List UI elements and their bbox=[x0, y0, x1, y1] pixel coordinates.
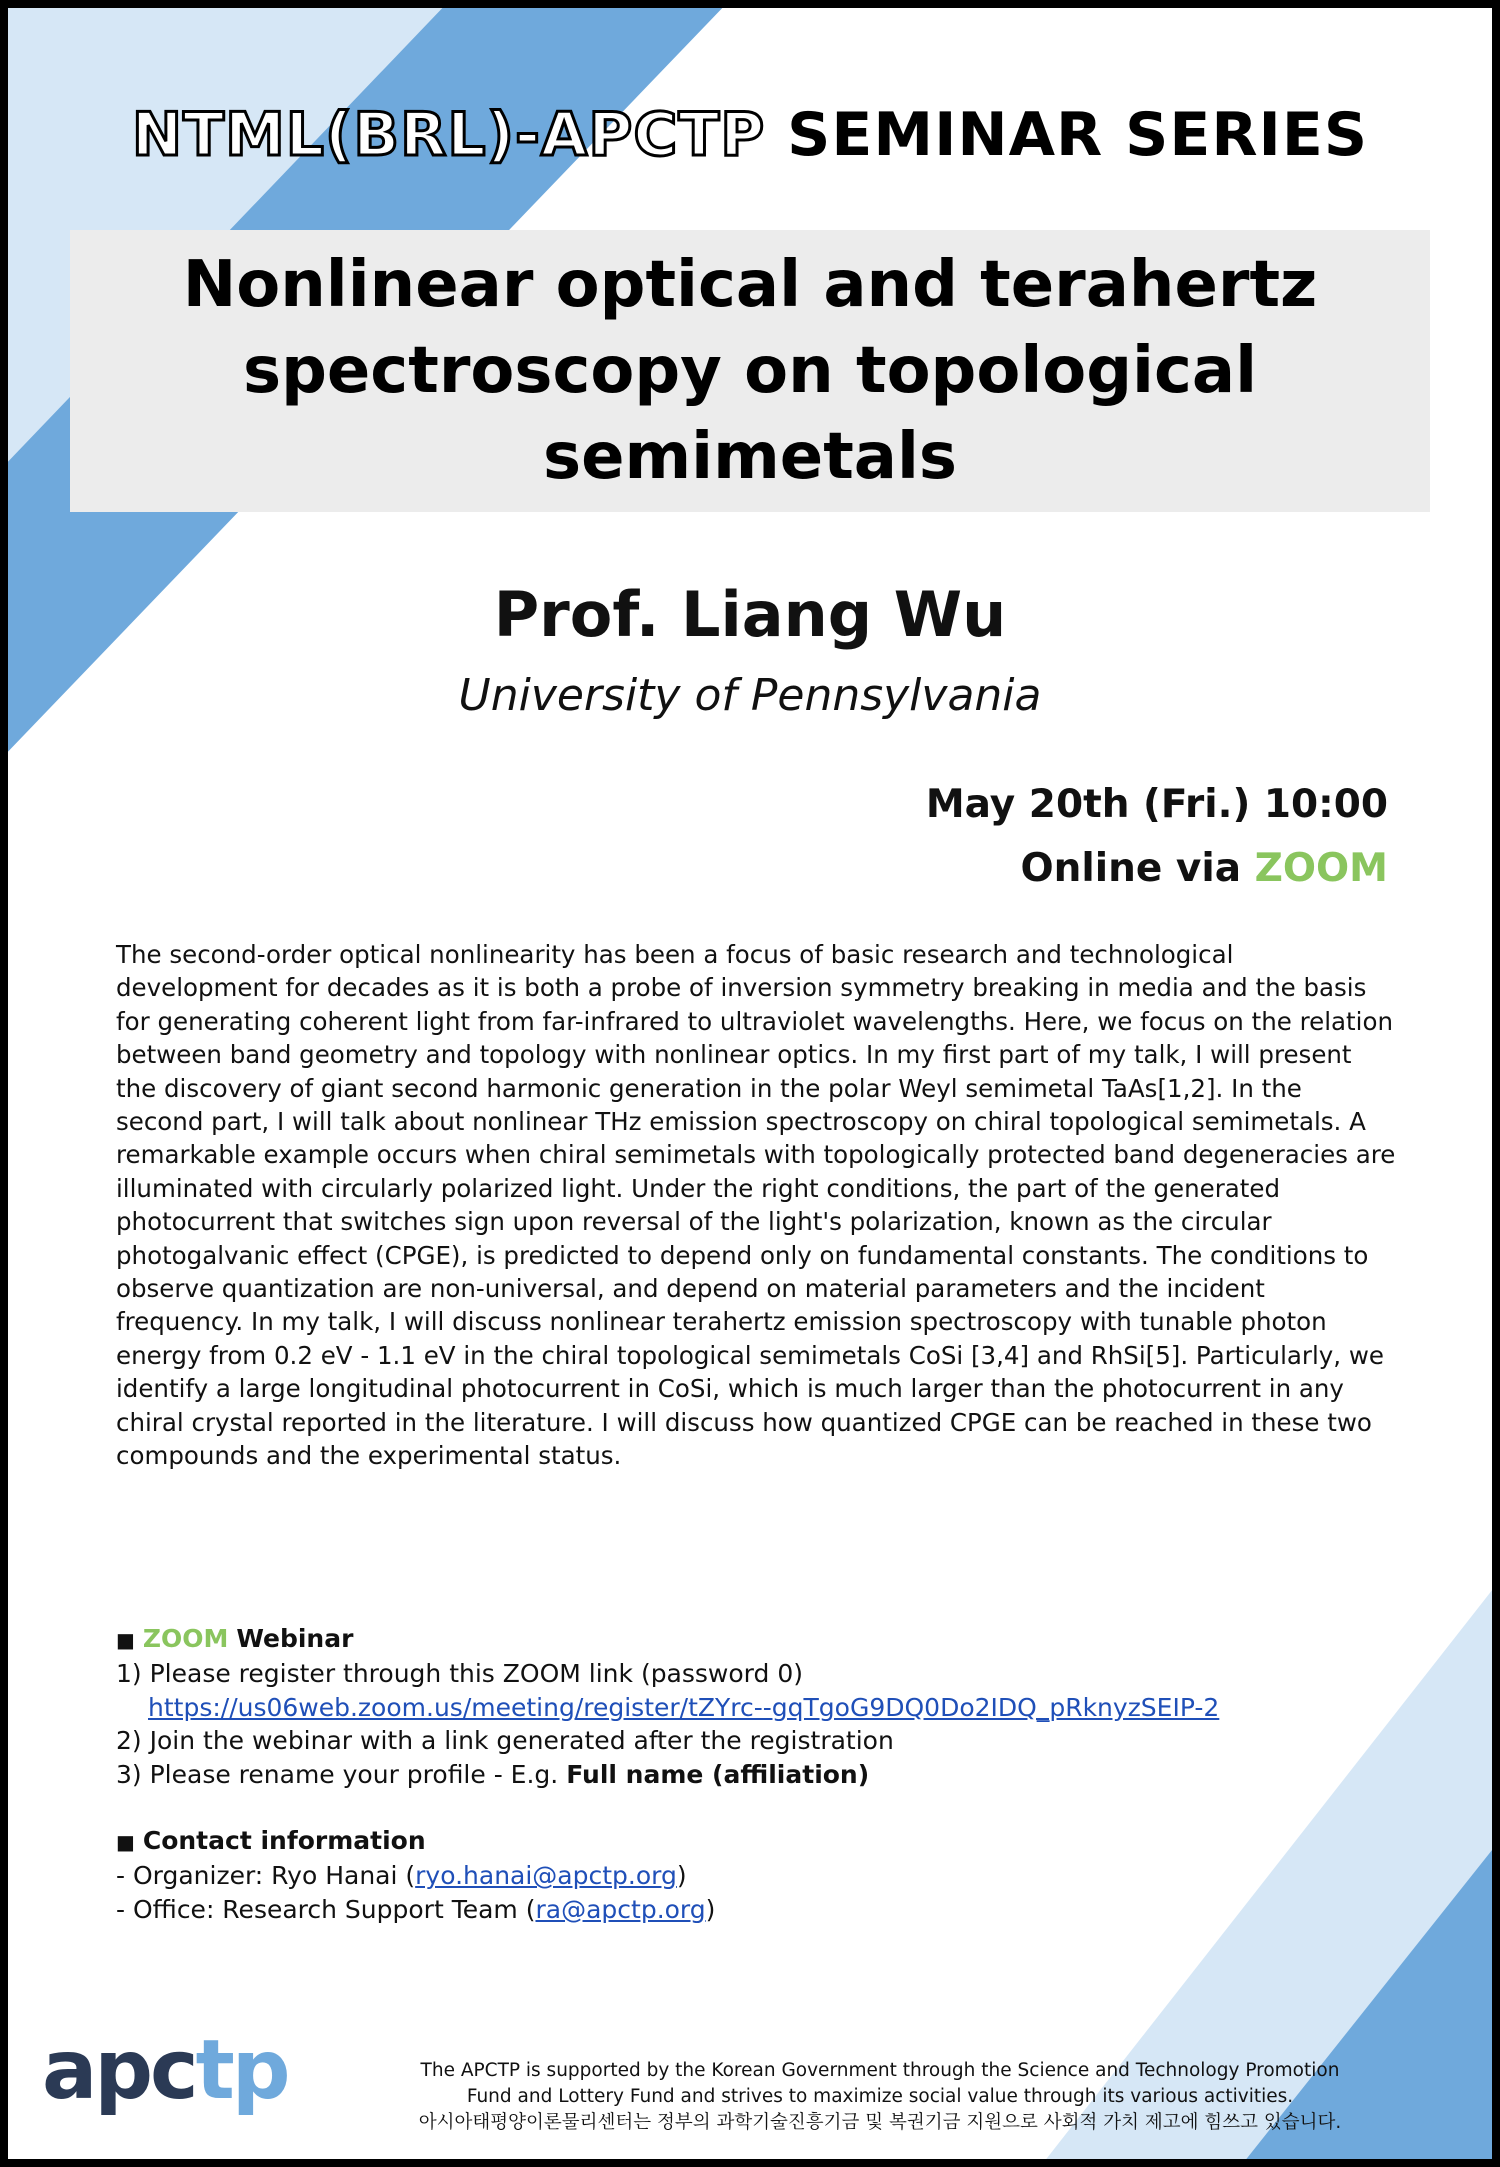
seminar-series-title bbox=[0, 100, 1500, 170]
square-bullet-icon: ■ bbox=[116, 1628, 135, 1652]
series-name-solid: SEMINAR SERIES bbox=[787, 100, 1369, 170]
office-close-paren: ) bbox=[705, 1894, 716, 1924]
zoom-label: ZOOM bbox=[1254, 846, 1388, 891]
speaker-affiliation: University of Pennsylvania bbox=[458, 670, 1042, 721]
zoom-registration-link[interactable]: https://us06web.zoom.us/meeting/register/tZYrc--gqTgoG9DQ0Do2IDQ_pRknyzSEIP-2 bbox=[148, 1692, 1220, 1722]
speaker-name: Prof. Liang Wu bbox=[493, 578, 1007, 651]
apctp-logo bbox=[42, 2023, 288, 2118]
contact-office bbox=[116, 1893, 1416, 1926]
talk-title: Nonlinear optical and terahertz spectroscopy on topological semimetals bbox=[182, 248, 1318, 494]
contact-heading bbox=[116, 1824, 1416, 1859]
step-3-bold-example: Full name (affiliation) bbox=[566, 1759, 870, 1789]
organizer-close-paren: ) bbox=[676, 1861, 687, 1891]
organizer-label: - Organizer: Ryo Hanai ( bbox=[116, 1861, 416, 1891]
talk-title-box bbox=[70, 230, 1430, 512]
online-prefix: Online via bbox=[1020, 846, 1242, 891]
footer-line-3-korean: 아시아태평양이론물리센터는 정부의 과학기술진흥기금 및 복권기금 지원으로 사회적 가치 제고에 힘쓰고 있습니다. bbox=[418, 2112, 1342, 2133]
contact-heading-text: Contact information bbox=[142, 1826, 426, 1856]
webinar-step-3 bbox=[116, 1758, 1416, 1791]
step-3-text: 3) Please rename your profile - E.g. bbox=[116, 1759, 559, 1789]
webinar-zoom-label: ZOOM bbox=[142, 1624, 229, 1653]
logo-light-part: tp bbox=[195, 2023, 288, 2118]
organizer-email-link[interactable]: ryo.hanai@apctp.org bbox=[415, 1861, 677, 1891]
event-location bbox=[1020, 846, 1388, 891]
info-section bbox=[116, 1622, 1416, 1926]
footer-line-1: The APCTP is supported by the Korean Government through the Science and Technology Promotion bbox=[420, 2060, 1340, 2081]
webinar-heading-text: Webinar bbox=[236, 1624, 354, 1653]
square-bullet-icon: ■ bbox=[116, 1830, 135, 1855]
series-name-outline: NTML(BRL)-APCTP bbox=[131, 100, 766, 170]
footer-line-2: Fund and Lottery Fund and strives to maximize social value through its various activities. bbox=[466, 2086, 1294, 2107]
abstract-text: The second-order optical nonlinearity has been a focus of basic research and technological development for decades as it is both a probe of inversion symmetry breaking in media and the basis for generating coherent light from far-infrared to ultraviolet wavelengths. Here, we focus on the relation between band geometry and topology with nonlinear optics. In my first part of my talk, I will present the discovery of giant second harmonic generation in the polar Weyl semimetal TaAs[1,2]. In the second part, I will talk about nonlinear THz emission spectroscopy on chiral topological semimetals. A remarkable example occurs when chiral semimetals with topologically protected band degeneracies are illuminated with circularly polarized light. Under the right conditions, the part of the generated photocurrent that switches sign upon reversal of the light's polarization, known as the circular photogalvanic effect (CPGE), is predicted to depend only on fundamental constants. The conditions to observe quantization are non-universal, and depend on material parameters and the incident frequency. In my talk, I will discuss nonlinear terahertz emission spectroscopy with tunable photon energy from 0.2 eV - 1.1 eV in the chiral topological semimetals CoSi [3,4] and RhSi[5]. Particularly, we identify a large longitudinal photocurrent in CoSi, which is much larger than the photocurrent in any chiral crystal reported in the literature. I will discuss how quantized CPGE can be reached in these two compounds and the experimental status. bbox=[116, 940, 1396, 1471]
contact-organizer bbox=[116, 1859, 1416, 1892]
webinar-step-1: 1) Please register through this ZOOM link (password 0) bbox=[116, 1659, 803, 1689]
webinar-step-2: 2) Join the webinar with a link generated after the registration bbox=[116, 1726, 894, 1756]
office-label: - Office: Research Support Team ( bbox=[116, 1894, 536, 1924]
logo-dark-part: apc bbox=[42, 2023, 196, 2118]
funding-footer bbox=[290, 2058, 1470, 2136]
event-datetime: May 20th (Fri.) 10:00 bbox=[925, 782, 1388, 827]
webinar-heading bbox=[116, 1622, 1416, 1657]
office-email-link[interactable]: ra@apctp.org bbox=[535, 1894, 706, 1924]
